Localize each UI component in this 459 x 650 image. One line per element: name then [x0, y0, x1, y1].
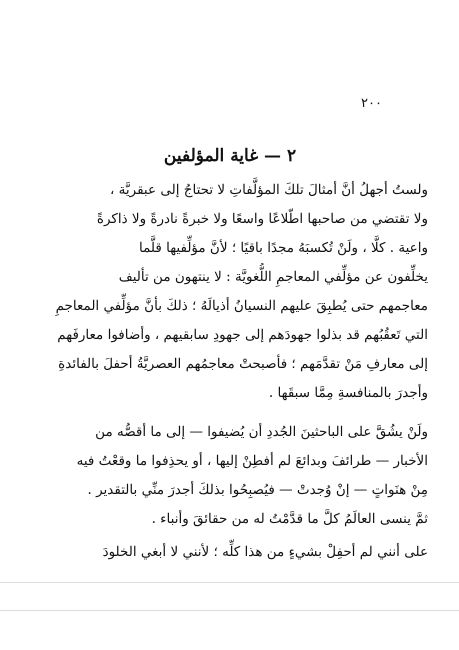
text-line: واعية . كلَّا ، ولَنْ تُكسبَهُ مجدًا باقيًا ؛ لأنَّ مؤلِّفيها قلَّما	[138, 240, 428, 256]
text-line: ولستُ أجهلُ أنَّ أمثالَ تلكَ المؤلَّفاتِ لا تحتاجُ إلى عبقريَّة ،	[110, 182, 428, 198]
paragraph-3	[28, 538, 428, 567]
paragraph-1	[28, 176, 428, 408]
text-line: ولا تقتضي من صاحبها اطّلاعًا واسعًا ولا خبرةً نادرةً ولا ذاكرةً	[96, 211, 428, 227]
text-line: يخلِّفون عن مؤلِّفي المعاجمِ اللُّغويَّة : لا ينتهون من تأليف	[118, 269, 428, 285]
text-line: معاجمهم حتى يُطبِقَ عليهم النسيانُ أذيالَهُ ؛ ذلكَ بأنَّ مؤلِّفي المعاجمِ	[55, 298, 428, 314]
text-line: وأجدرَ بالمنافسةِ مِمَّا سبقَها .	[268, 385, 428, 401]
bottom-divider	[0, 582, 459, 583]
page-number: ٢٠٠	[361, 96, 382, 111]
text-line: مِنْ هنَواتٍ — إنْ وُجدتْ — فيُصبِحُوا بذلكَ أجدرَ منِّي بالتقدير .	[87, 482, 428, 498]
text-line: التي تَعقُبُهم قد بذلوا جهودَهم إلى جهودِ سابقيهم ، وأضافوا معارفَهم	[57, 327, 428, 343]
section-title: ٢ — غاية المؤلفين	[163, 146, 297, 166]
bottom-divider	[0, 610, 459, 611]
paragraph-2	[28, 418, 428, 534]
text-line: الأخبار — طرائفَ وبدائعَ لم أفطِنْ إليها ، أو يحذِفوا ما وقعْتُ فيه	[76, 453, 428, 469]
text-line: ثمَّ ينسى العالَمُ كلَّ ما قدَّمْتُ له من حقائقَ وأنباء .	[151, 511, 428, 527]
text-line: إلى معارفِ مَنْ تقدَّمَهم ؛ فأصبحتْ معاجمُهم العصريَّةُ أحفلَ بالفائدةِ	[58, 356, 428, 372]
text-line: ولَنْ يشُقَّ على الباحثينَ الجُددِ أن يُضيفوا — إلى ما أقصُّه من	[95, 424, 428, 440]
text-line: على أنني لم أحفِلْ بشيءٍ من هذا كلِّه ؛ لأنني لا أبغي الخلودَ	[102, 544, 428, 560]
